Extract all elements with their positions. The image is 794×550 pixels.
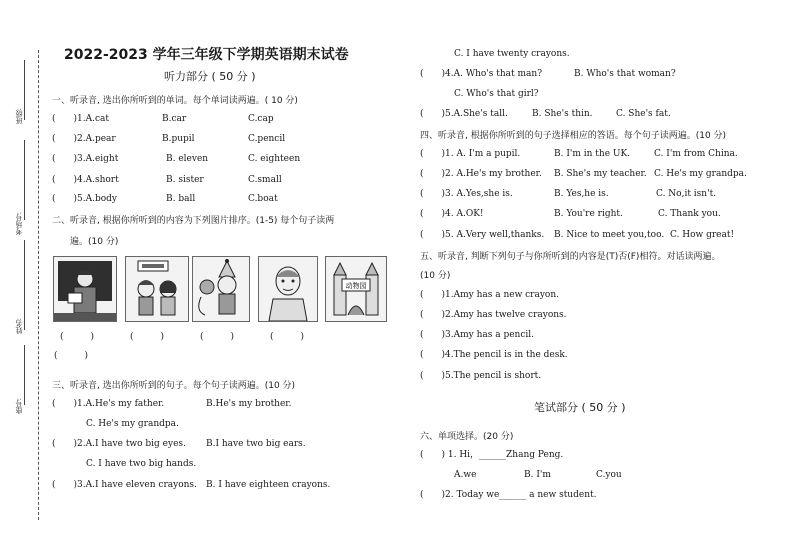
q1-row1-b[interactable]: B.car: [162, 114, 187, 124]
q1-row4-b[interactable]: B. sister: [166, 175, 204, 185]
listening-part-heading: 听力部分 ( 50 分 ): [164, 70, 256, 83]
q1-heading: 一、听录音, 选出你所听到的单词。每个单词读两遍。( 10 分): [52, 96, 298, 106]
q6-item-2[interactable]: ( )2. Today we______ a new student.: [420, 490, 597, 500]
q2-heading-line1: 二、听录音, 根据你所听到的内容为下列图片排序。(1-5) 每个句子读两: [52, 216, 335, 226]
q6-1-c[interactable]: C.you: [596, 470, 622, 480]
q3-4-a[interactable]: ( )4.A. Who's that man?: [420, 69, 543, 79]
picture-grandpa: [258, 256, 318, 322]
q6-1-b[interactable]: B. I'm: [524, 470, 551, 480]
q1-row3-a[interactable]: ( )3.A.eight: [52, 154, 119, 164]
margin-fill-line: [24, 140, 25, 220]
q5-heading-line2: (10 分): [420, 271, 451, 281]
q4-2-b[interactable]: B. She's my teacher.: [554, 169, 647, 179]
q1-row1-a[interactable]: ( )1.A.cat: [52, 114, 109, 124]
q4-4-b[interactable]: B. You're right.: [554, 209, 623, 219]
q1-row4-c[interactable]: C.small: [248, 175, 282, 185]
q3-5-a[interactable]: ( )5.A.She's tall.: [420, 109, 508, 119]
q4-5-c[interactable]: C. How great!: [670, 230, 735, 240]
q3-1-c[interactable]: C. He's my grandpa.: [86, 419, 179, 429]
q5-item-4[interactable]: ( )4.The pencil is in the desk.: [420, 350, 568, 360]
picture-blank-3[interactable]: ( ): [200, 332, 235, 342]
q5-item-1[interactable]: ( )1.Amy has a new crayon.: [420, 290, 560, 300]
picture-blank-1[interactable]: ( ): [60, 332, 95, 342]
picture-two-kids: [125, 256, 189, 322]
q1-row3-b[interactable]: B. eleven: [166, 154, 209, 164]
q1-row5-a[interactable]: ( )5.A.body: [52, 194, 117, 204]
margin-fill-line: [24, 240, 25, 330]
q3-3-a[interactable]: ( )3.A.I have eleven crayons.: [52, 480, 197, 490]
q4-1-c[interactable]: C. I'm from China.: [654, 149, 738, 159]
picture-blank-5[interactable]: ( ): [54, 351, 89, 361]
side-label-class: 班级:: [15, 108, 23, 125]
q1-row1-c[interactable]: C.cap: [248, 114, 274, 124]
q3-4-c[interactable]: C. Who's that girl?: [454, 89, 539, 99]
q1-row2-c[interactable]: C.pencil: [248, 134, 286, 144]
q4-1-a[interactable]: ( )1. A. I'm a pupil.: [420, 149, 521, 159]
q1-row2-b[interactable]: B.pupil: [162, 134, 195, 144]
q5-item-2[interactable]: ( )2.Amy has twelve crayons.: [420, 310, 567, 320]
writing-part-heading: 笔试部分 ( 50 分 ): [534, 401, 626, 414]
q3-5-c[interactable]: C. She's fat.: [616, 109, 671, 119]
q3-2-a[interactable]: ( )2.A.I have two big eyes.: [52, 439, 186, 449]
margin-fill-line: [24, 60, 25, 120]
page-title: 2022-2023 学年三年级下学期英语期末试卷: [64, 47, 349, 63]
q1-row5-c[interactable]: C.boat: [248, 194, 278, 204]
q4-3-a[interactable]: ( )3. A.Yes,she is.: [420, 189, 513, 199]
picture-teacher-reading: [53, 256, 117, 322]
side-label-seat: 座号:: [15, 398, 23, 415]
q1-row5-b[interactable]: B. ball: [166, 194, 196, 204]
picture-blank-4[interactable]: ( ): [270, 332, 305, 342]
q3-2-c[interactable]: C. I have two big hands.: [86, 459, 197, 469]
picture-blank-2[interactable]: ( ): [130, 332, 165, 342]
q4-2-c[interactable]: C. He's my grandpa.: [654, 169, 747, 179]
q4-1-b[interactable]: B. I'm in the UK.: [554, 149, 631, 159]
q5-heading-line1: 五、听录音, 判断下列句子与你所听到的内容是(T)否(F)相符。对话读两遍。: [420, 252, 721, 262]
q6-1-a[interactable]: A.we: [454, 470, 477, 480]
q3-1-b[interactable]: B.He's my brother.: [206, 399, 292, 409]
side-label-name: 姓名:: [15, 318, 23, 335]
q4-4-a[interactable]: ( )4. A.OK!: [420, 209, 484, 219]
q3-1-a[interactable]: ( )1.A.He's my father.: [52, 399, 165, 409]
q6-item-1[interactable]: ( ) 1. Hi，______Zhang Peng.: [420, 450, 564, 460]
q3-3-b[interactable]: B. I have eighteen crayons.: [206, 480, 331, 490]
q4-5-a[interactable]: ( )5. A.Very well,thanks.: [420, 230, 545, 240]
q4-2-a[interactable]: ( )2. A.He's my brother.: [420, 169, 542, 179]
q6-heading: 六、单项选择。(20 分): [420, 432, 514, 442]
side-label-exam-room: 考场号:: [15, 212, 23, 236]
q4-3-c[interactable]: C. No,it isn't.: [656, 189, 717, 199]
zoo-sign-text: 动物园: [345, 282, 367, 290]
q3-2-b[interactable]: B.I have two big ears.: [206, 439, 306, 449]
binding-dashed-line: [38, 50, 39, 520]
picture-zoo-gate: [325, 256, 387, 322]
q3-4-b[interactable]: B. Who's that woman?: [574, 69, 676, 79]
q1-row3-c[interactable]: C. eighteen: [248, 154, 301, 164]
picture-monkey-clown: [192, 256, 250, 322]
q1-row2-a[interactable]: ( )2.A.pear: [52, 134, 116, 144]
q4-3-b[interactable]: B. Yes,he is.: [554, 189, 609, 199]
q4-5-b[interactable]: B. Nice to meet you,too.: [554, 230, 665, 240]
q2-heading-line2: 遍。(10 分): [70, 237, 119, 247]
q5-item-3[interactable]: ( )3.Amy has a pencil.: [420, 330, 534, 340]
q4-heading: 四、听录音, 根据你所听到的句子选择相应的答语。每个句子读两遍。(10 分): [420, 131, 727, 141]
q4-4-c[interactable]: C. Thank you.: [658, 209, 721, 219]
margin-fill-line: [24, 345, 25, 405]
q3-3-c[interactable]: C. I have twenty crayons.: [454, 49, 570, 59]
q5-item-5[interactable]: ( )5.The pencil is short.: [420, 371, 542, 381]
q3-5-b[interactable]: B. She's thin.: [532, 109, 593, 119]
q1-row4-a[interactable]: ( )4.A.short: [52, 175, 119, 185]
q3-heading: 三、听录音, 选出你所听到的句子。每个句子读两遍。(10 分): [52, 381, 296, 391]
